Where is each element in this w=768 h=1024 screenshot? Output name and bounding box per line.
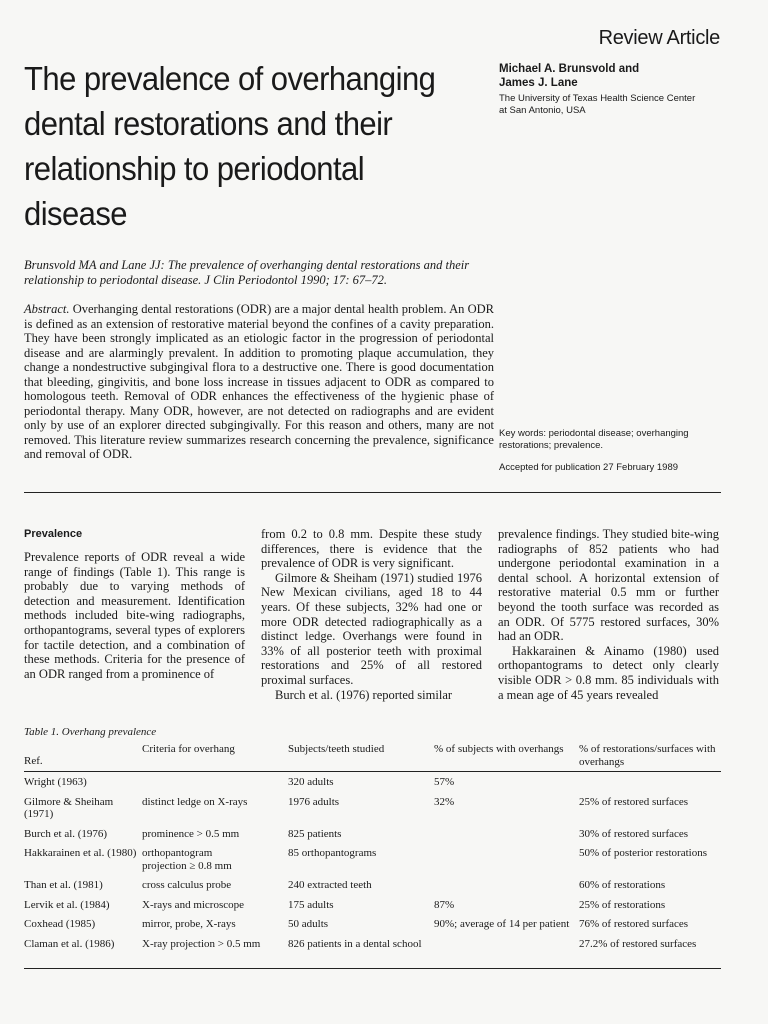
section-divider	[24, 492, 721, 493]
table-cell: 25% of restorations	[579, 898, 666, 911]
table-cell: 25% of restored surfaces	[579, 795, 689, 808]
table-row	[24, 918, 721, 938]
table-cell: 240 extracted teeth	[288, 879, 372, 891]
column-header: % of subjects with overhangs	[434, 743, 564, 755]
body-column-1	[24, 527, 245, 681]
table-row	[24, 772, 721, 796]
table-cell: Burch et al. (1976)	[24, 827, 108, 840]
table-cell: 50% of posterior restorations	[579, 847, 707, 859]
table-cell	[434, 828, 579, 848]
body-column-2	[261, 527, 482, 702]
table-cell: 60% of restorations	[579, 879, 666, 891]
title-line: disease	[24, 195, 127, 232]
accepted-date: Accepted for publication 27 February 1989	[499, 462, 679, 473]
table-cell: distinct ledge on X-rays	[142, 795, 248, 808]
table-cell: 27.2% of restored surfaces	[579, 937, 697, 950]
author-line: James J. Lane	[499, 77, 578, 89]
abstract-label: Abstract.	[24, 302, 70, 316]
table-cell: cross calculus probe	[142, 879, 232, 891]
table-cell	[434, 879, 579, 899]
body-paragraph: from 0.2 to 0.8 mm. Despite these study differences, there is evidence that the prevalence of ODR is very significant.	[261, 527, 482, 571]
table-caption: Table 1. Overhang prevalence	[24, 726, 157, 738]
table-row	[24, 828, 721, 848]
article-title	[24, 56, 438, 236]
table-cell: prominence > 0.5 mm	[142, 827, 240, 840]
table-cell	[434, 847, 579, 879]
data-table	[24, 740, 721, 957]
body-paragraph: Hakkarainen & Ainamo (1980) used orthopantograms to detect only clearly visible ODR > 0.8 mm. 85 individuals with a mean age of 45 years revealed	[498, 643, 719, 702]
table-cell: Wright (1963)	[24, 776, 87, 788]
table-cell: 30% of restored surfaces	[579, 827, 689, 840]
table-cell: 32%	[434, 795, 455, 808]
affiliation	[499, 93, 739, 117]
table-row	[24, 847, 721, 879]
table-cell: X-rays and microscope	[142, 898, 245, 911]
body-paragraph: Burch et al. (1976) reported similar	[275, 687, 453, 702]
table-row	[24, 796, 721, 828]
author-list	[499, 62, 639, 90]
keywords: Key words: periodontal disease; overhanging restorations; prevalence.	[499, 428, 689, 451]
column-header: Criteria for overhang	[142, 743, 235, 755]
column-header: Ref.	[24, 755, 43, 767]
abstract	[24, 302, 494, 462]
table-cell: 320 adults	[288, 776, 334, 788]
body-paragraph: prevalence findings. They studied bite-wing radiographs of 852 patients who had undergone periodontal examination in a dental school. A horizontal extension of restorative material 0.5 mm or further beyond the tooth surface was recorded as an ODR. Of 5775 restored surfaces, 30% had an ODR.	[498, 527, 719, 644]
table-row	[24, 899, 721, 919]
table-cell: Coxhead (1985)	[24, 918, 96, 930]
title-line: dental restorations and their	[24, 105, 393, 142]
table-cell: 175 adults	[288, 898, 334, 911]
table-cell	[579, 772, 721, 796]
title-line: The prevalence of overhanging	[24, 60, 436, 97]
table-cell: 50 adults	[288, 918, 329, 930]
table-header-row	[24, 740, 721, 772]
section-heading: Prevalence	[24, 528, 83, 540]
prevalence-table	[24, 740, 721, 957]
table-cell: 1976 adults	[288, 795, 340, 808]
article-type-label: Review Article	[598, 27, 720, 49]
column-header: Subjects/teeth studied	[288, 743, 385, 755]
citation: Brunsvold MA and Lane JJ: The prevalence of overhanging dental restorations and their relationship to periodontal disease. J Clin Periodontol 1990; 17: 67–72.	[24, 258, 470, 287]
affiliation-line: The University of Texas Health Science Center	[499, 93, 696, 104]
table-cell: 825 patients	[288, 827, 342, 840]
table-row	[24, 879, 721, 899]
table-cell: 85 orthopantograms	[288, 847, 377, 859]
table-cell: 90%; average of 14 per patient	[434, 918, 570, 930]
body-paragraph: Prevalence reports of ODR reveal a wide range of findings (Table 1). This range is probably due to varying methods of detection and measurement. Identification methods included bite-wing radiographs, orthopantograms, several types of explorers for tactile detection, and a combination of these methods. Criteria for the presence of an ODR ranged from a prominence of	[24, 550, 245, 681]
body-paragraph: Gilmore & Sheiham (1971) studied 1976 New Mexican civilians, aged 18 to 44 years. Of these subjects, 32% had one or more ODR detected radiographically as a distinct ledge. Overhangs were found in 33% of all posterior teeth with proximal restorations and 25% of all restored proximal surfaces.	[261, 570, 482, 687]
table-cell: 76% of restored surfaces	[579, 918, 689, 930]
abstract-text: Overhanging dental restorations (ODR) are a major dental health problem. An ODR is defined as an extension of restorative material beyond the confines of a cavity preparation. They have been strongly implicated as an etiologic factor in the progression of periodontal disease and are alarmingly prevalent. In addition to promoting plaque accumulation, they change a nondestructive subgingival flora to a destructive one. There is good documentation that bleeding, gingivitis, and bone loss increase in tissues adjacent to ODR as compared to homologous teeth. Removal of ODR enhances the effectiveness of the hygienic phase of periodontal therapy. Many ODR, however, are not detected on radiographs and are evident only by use of an explorer directed subgingivally. For this reason and others, many are not removed. This literature review summarizes research concerning the prevalence, significance and removal of ODR.	[24, 302, 494, 461]
table-cell: X-ray projection > 0.5 mm	[142, 937, 261, 950]
table-bottom-rule	[24, 968, 721, 969]
table-cell: 57%	[434, 776, 455, 788]
table-cell: Claman et al. (1986)	[24, 937, 115, 950]
table-cell: orthopantogram projection ≥ 0.8 mm	[142, 847, 232, 872]
table-cell: Lervik et al. (1984)	[24, 898, 110, 911]
body-column-3	[498, 527, 719, 702]
table-cell: mirror, probe, X-rays	[142, 918, 236, 930]
column-header: % of restorations/surfaces with overhangs	[579, 743, 716, 768]
table-cell	[142, 772, 288, 796]
table-cell	[434, 938, 579, 958]
table-row	[24, 938, 721, 958]
table-cell: 826 patients in a dental school	[288, 937, 422, 950]
table-cell: Gilmore & Sheiham (1971)	[24, 795, 114, 820]
title-line: relationship to periodontal	[24, 150, 365, 187]
table-cell: Hakkarainen et al. (1980)	[24, 847, 137, 859]
table-cell: Than et al. (1981)	[24, 879, 103, 891]
affiliation-line: at San Antonio, USA	[499, 105, 586, 116]
author-line: Michael A. Brunsvold and	[499, 63, 640, 75]
table-cell: 87%	[434, 898, 455, 911]
